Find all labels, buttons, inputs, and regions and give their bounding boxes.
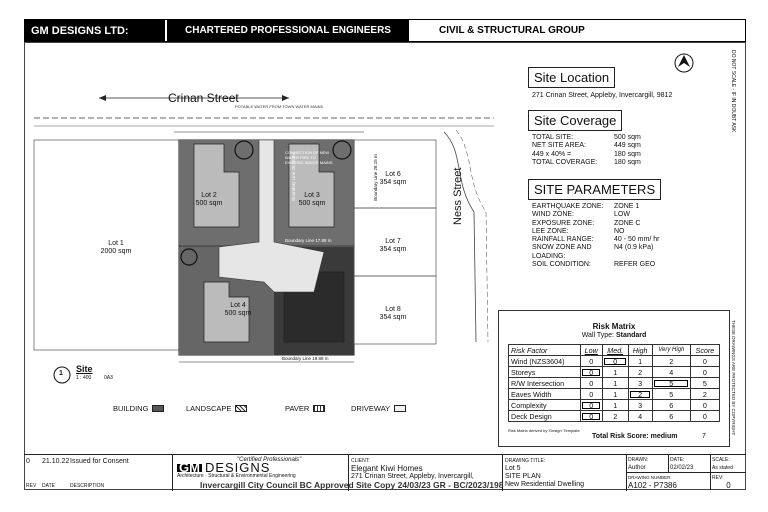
title-header-bar (24, 19, 746, 42)
certified-tagline: "Certified Professionals" (237, 457, 302, 463)
street-arrow-right (282, 95, 289, 101)
risk-row: Complexity 0 1 3 6 0 (509, 400, 720, 411)
site-sheet: 0A3 (104, 375, 113, 381)
drawing-title-name: SITE PLAN (505, 473, 541, 480)
lot1-label: Lot 1 2000 sqm (100, 240, 132, 255)
drawing-title-block: DRAWING TITLE: Lot 5 SITE PLAN New Residential Dwelling (502, 455, 626, 491)
boundary-line-2: Boundary Line 19.88 m (282, 356, 329, 361)
legend-driveway-label: DRIVEWAY (351, 404, 391, 413)
param-row: EARTHQUAKE ZONE: ZONE 1 (532, 203, 640, 210)
lot7-label: Lot 7 354 sqm (379, 238, 407, 253)
group-title: CIVIL & STRUCTURAL GROUP (409, 20, 589, 41)
copyright-note: THESE DRAWINGS ARE PROTECTED BY COPYRIGHT (731, 320, 736, 436)
potable-water-note: POTABLE WATER FROM TOWN WATER MAINS (235, 104, 324, 109)
risk-matrix-note: Risk Matrix derived by 'Design' Template (508, 428, 580, 433)
scale-cell: SCALE: As stated (712, 457, 733, 471)
coverage-row: NET SITE AREA: 449 sqm (532, 142, 641, 150)
risk-row: Deck Design 0 2 4 6 0 (509, 411, 720, 422)
revision-table (24, 455, 172, 491)
ness-street-kerb (444, 132, 476, 342)
do-not-scale-note: DO NOT SCALE - IF IN DOUBT ASK (730, 50, 736, 133)
lot4-label: Lot 4 500 sqm (224, 302, 252, 317)
param-row: WIND ZONE: LOW (532, 211, 630, 219)
boundary-line-1: Boundary Line 17.88 m (285, 238, 332, 243)
street-arrow-left (99, 95, 106, 101)
crinan-street-label: Crinan Street (168, 91, 239, 105)
legend-paver-swatch (313, 405, 325, 412)
project-name: New Residential Dwelling (505, 481, 584, 488)
drawing-info-block (626, 455, 746, 491)
client-block: CLIENT: Elegant Kiwi Homes 271 Crinan Street, Appleby, Invercargill, (348, 455, 502, 491)
drawing-number-cell: DRAWING NUMBER: A102 - P7386 (627, 473, 711, 490)
ness-street-label: Ness Street (452, 167, 464, 225)
site-parameters-table (532, 203, 660, 269)
legend-building (113, 404, 164, 413)
risk-row: R/W Intersection 0 1 3 5 5 (509, 378, 720, 389)
site-parameters-title: SITE PARAMETERS (528, 179, 661, 200)
site-coverage-title: Site Coverage (528, 110, 622, 131)
legend-paver (285, 404, 325, 413)
risk-total-label: Total Risk Score: medium (592, 433, 678, 440)
risk-header-row: Risk Factor Low Med. High Very High Score (509, 345, 720, 356)
risk-row: Storeys 0 1 2 4 0 (509, 367, 720, 378)
site-number: 1 (59, 370, 63, 377)
company-name: GM DESIGNS LTD: (25, 20, 165, 41)
revision-cell: REV: 0 (712, 475, 731, 490)
legend-landscape (186, 404, 247, 413)
site-scale: 1 : 400 (76, 375, 92, 381)
approval-stamp: Invercargill City Council BC Approved Site Copy 24/03/23 GR - BC/2023/198 (200, 480, 504, 490)
engineers-title: CHARTERED PROFESSIONAL ENGINEERS (165, 20, 409, 41)
param-row: SOIL CONDITION: REFER GEO (532, 261, 656, 269)
risk-row: Wind (NZS3604) 0 0 1 2 0 (509, 356, 720, 367)
gm-logo: GM DESIGNS (179, 460, 271, 475)
legend-building-label: BUILDING (113, 404, 149, 413)
lot3-label: Lot 3 500 sqm (298, 192, 326, 207)
coverage-row: 449 x 40% = 180 sqm (532, 150, 641, 158)
drawing-title-lot: Lot 5 (505, 465, 521, 472)
param-row: SNOW ZONE AND N4 (0.9 kPa) (532, 244, 654, 252)
connection-note: CONNECTION OF NEW WATER PIPE TO EXISTING WATER MAINS (285, 150, 333, 165)
ness-street-boundary (456, 130, 488, 342)
site-title: Site (76, 364, 93, 374)
coverage-row: TOTAL SITE: 500 sqm (532, 134, 641, 141)
param-row: EXPOSURE ZONE: ZONE C (532, 219, 641, 227)
client-address: 271 Crinan Street, Appleby, Invercargill, (351, 473, 474, 480)
legend-building-swatch (152, 405, 164, 412)
boundary-line-4: Boundary Line 28.15 m (372, 154, 378, 201)
lot8-label: Lot 8 354 sqm (379, 306, 407, 321)
param-row: LEE ZONE: NO (532, 227, 625, 235)
lot6-label: Lot 6 354 sqm (379, 171, 407, 186)
north-arrow-icon (673, 52, 695, 74)
legend-paver-label: PAVER (285, 404, 310, 413)
revision-header: REV DATE DESCRIPTION (26, 483, 105, 489)
legend-landscape-swatch (235, 405, 247, 412)
param-row: RAINFALL RANGE: 40 - 50 mm/ hr (532, 236, 660, 244)
site-coverage-table (532, 134, 641, 167)
client-name: Elegant Kiwi Homes (351, 464, 423, 473)
risk-total-value: 7 (702, 433, 706, 440)
risk-matrix-table (508, 344, 720, 422)
boundary-line-3: Boundary Line 28.15 m (290, 154, 296, 201)
legend-driveway-swatch (394, 405, 406, 412)
lot2-label: Lot 2 500 sqm (195, 192, 223, 207)
legend-driveway (351, 404, 406, 413)
date-cell: DATE: 02/02/23 (669, 455, 711, 472)
revision-row: 0 21.10.22 Issued for Consent (26, 458, 129, 465)
drawn-cell: DRAWN: Author (627, 455, 669, 472)
wall-type: Wall Type: Standard (581, 332, 647, 339)
param-row: LOADING: (532, 252, 566, 260)
risk-row: Eaves Width 0 1 2 5 2 (509, 389, 720, 400)
coverage-row: TOTAL COVERAGE: 180 sqm (532, 158, 641, 166)
legend-landscape-label: LANDSCAPE (186, 404, 232, 413)
site-location-address: 271 Crinan Street, Appleby, Invercargill, 9812 (532, 92, 673, 99)
risk-matrix-title: Risk Matrix (592, 322, 636, 331)
site-location-title: Site Location (528, 67, 615, 88)
architecture-line: Architecture · Structural & Environmental Engineering (177, 473, 296, 479)
